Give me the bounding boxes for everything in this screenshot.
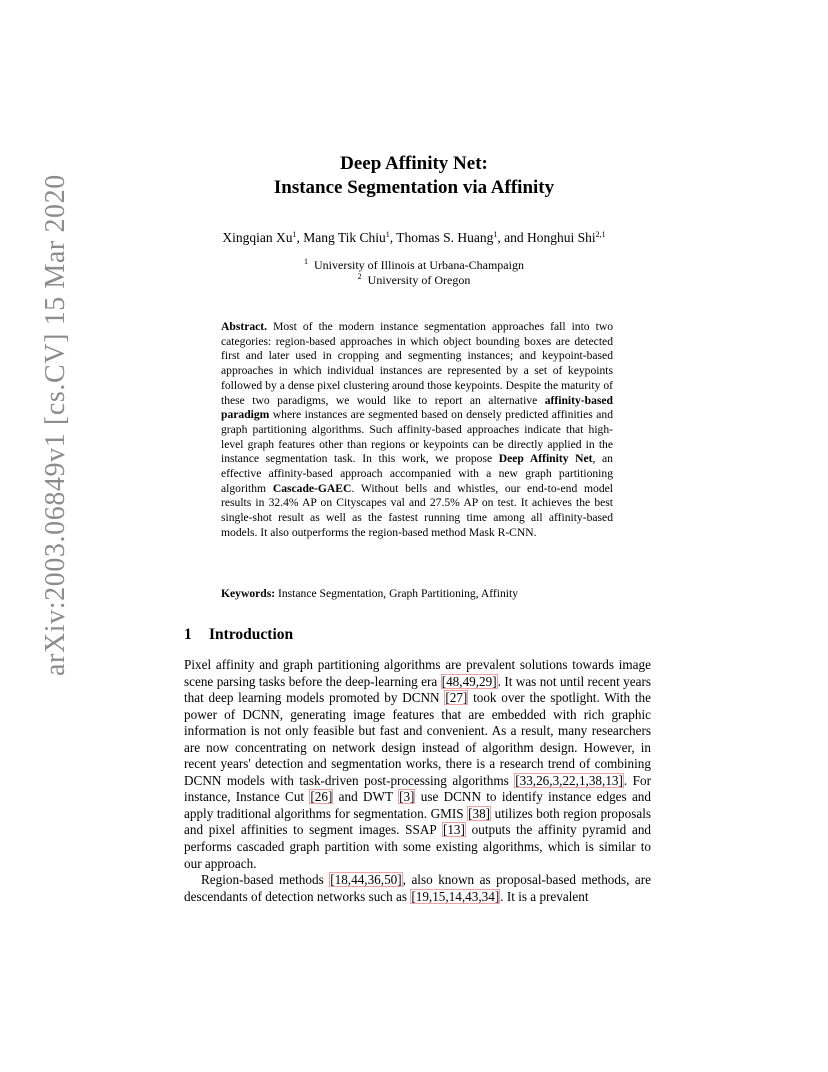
body-text: and DWT	[333, 789, 399, 805]
affiliation-mark: 2	[357, 272, 362, 281]
body-text: , also known as proposal-based methods, are descendants of detection networks such as	[184, 872, 652, 904]
keywords	[221, 587, 613, 600]
affiliation-line	[0, 273, 828, 288]
section-number: 1	[184, 626, 192, 643]
section-body	[184, 657, 651, 905]
abstract-text: , an effective affinity-based approach accompanied with a new graph partitioning algorithm	[221, 452, 613, 495]
abstract-text: where instances are segmented based on densely predicted affinities and graph partitioning algorithms. Such affinity-based approaches indicate that high-level graph features other than regions or keypoints can be directly applied in the instance segmentation task. In this work, we propose	[221, 408, 613, 466]
paragraph	[184, 657, 651, 872]
citation-link[interactable]: [38]	[468, 805, 491, 821]
keywords-text: Instance Segmentation, Graph Partitioning, Affinity	[278, 587, 519, 600]
citation-link[interactable]: [26]	[310, 789, 333, 805]
title-line-2: Instance Segmentation via Affinity	[273, 177, 555, 198]
affiliation-mark: 1	[304, 257, 309, 266]
body-text: outputs the affinity pyramid and performs cascaded graph partition with some existing algorithms, which is similar to our approach.	[184, 822, 652, 871]
body-text: . It was not until recent years that deep learning models promoted by DCNN	[184, 673, 651, 706]
citation-link[interactable]: [33,26,3,22,1,38,13]	[515, 772, 623, 788]
citation-link[interactable]: [3]	[399, 789, 415, 805]
body-text: took over the spotlight. With the power of DCNN, generating image features that are embedded with rich graphic information is not only feasible but fast and convenient. As a result, many researchers are now concentrating on network design instead of algorithm design. However, in recent years' detection and segmentation works, there is a research trend of combining DCNN models with task-driven post-processing algorithms	[184, 690, 651, 788]
paper-title	[0, 152, 828, 200]
abstract-emphasis: affinity-based paradigm	[221, 393, 613, 422]
author-affil-mark: 1	[385, 230, 390, 239]
abstract-text: Most of the modern instance segmentation approaches fall into two categories: region-based approaches in which object bounding boxes are detected first and later used in cropping and segmenting instances; and keypoint-based approaches in which individual instances are represented by a set of keypoints followed by a dense pixel clustering around those keypoints. Despite the maturity of these two paradigms, we would like to report an alternative	[221, 320, 614, 407]
section-heading	[184, 626, 293, 644]
author-name: Honghui Shi	[527, 230, 596, 245]
arxiv-identifier: arXiv:2003.06849v1 [cs.CV] 15 Mar 2020	[40, 174, 71, 676]
body-text: . It is a prevalent	[500, 888, 589, 904]
body-text: utilizes both region proposals and pixel affinities to segment images. SSAP	[184, 805, 651, 838]
citation-link[interactable]: [48,49,29]	[441, 673, 497, 689]
affiliation-name: University of Illinois at Urbana-Champaign	[314, 258, 524, 272]
body-text: Pixel affinity and graph partitioning algorithms are prevalent solutions towards image scene parsing tasks before the deep-learning era	[184, 657, 651, 689]
abstract-label: Abstract.	[221, 320, 268, 333]
body-text: use DCNN to identify instance edges and apply traditional algorithms for segmentation. GMIS	[184, 789, 651, 821]
author-affil-mark: 1	[493, 230, 498, 239]
paragraph	[184, 872, 651, 905]
affiliations	[0, 258, 828, 288]
body-text: . For instance, Instance Cut	[184, 772, 651, 805]
author-name: Xingqian Xu	[222, 230, 293, 245]
title-line-1: Deep Affinity Net:	[340, 153, 488, 174]
abstract-text: . Without bells and whistles, our end-to-end model results in 32.4% AP on Cityscapes val and 27.5% AP on test. It achieves the best single-shot result as well as the fastest running time among all affinity-based models. It also outperforms the region-based method Mask R-CNN.	[221, 481, 613, 539]
affiliation-name: University of Oregon	[367, 273, 471, 287]
body-text: Region-based methods	[201, 872, 330, 888]
citation-link[interactable]: [19,15,14,43,34]	[411, 888, 500, 904]
abstract	[221, 320, 613, 541]
author-name: Mang Tik Chiu	[303, 230, 386, 245]
author-affil-mark: 1	[292, 230, 297, 239]
affiliation-line	[0, 258, 828, 273]
keywords-label: Keywords:	[221, 587, 276, 600]
citation-link[interactable]: [18,44,36,50]	[330, 872, 402, 888]
abstract-emphasis: Cascade-GAEC	[272, 481, 352, 495]
author-affil-mark: 2,1	[595, 230, 606, 239]
citation-link[interactable]: [13]	[442, 822, 465, 838]
abstract-emphasis: Deep Affinity Net	[498, 452, 593, 466]
citation-link[interactable]: [27]	[445, 690, 468, 706]
section-title: Introduction	[209, 626, 294, 643]
author-list: Xingqian Xu$^1$, Mang Tik Chiu$^1$, Thomas S. Huang$^1$, and Honghui Shi$^{2,1}$	[222, 230, 606, 245]
author-name: Thomas S. Huang	[396, 230, 494, 245]
